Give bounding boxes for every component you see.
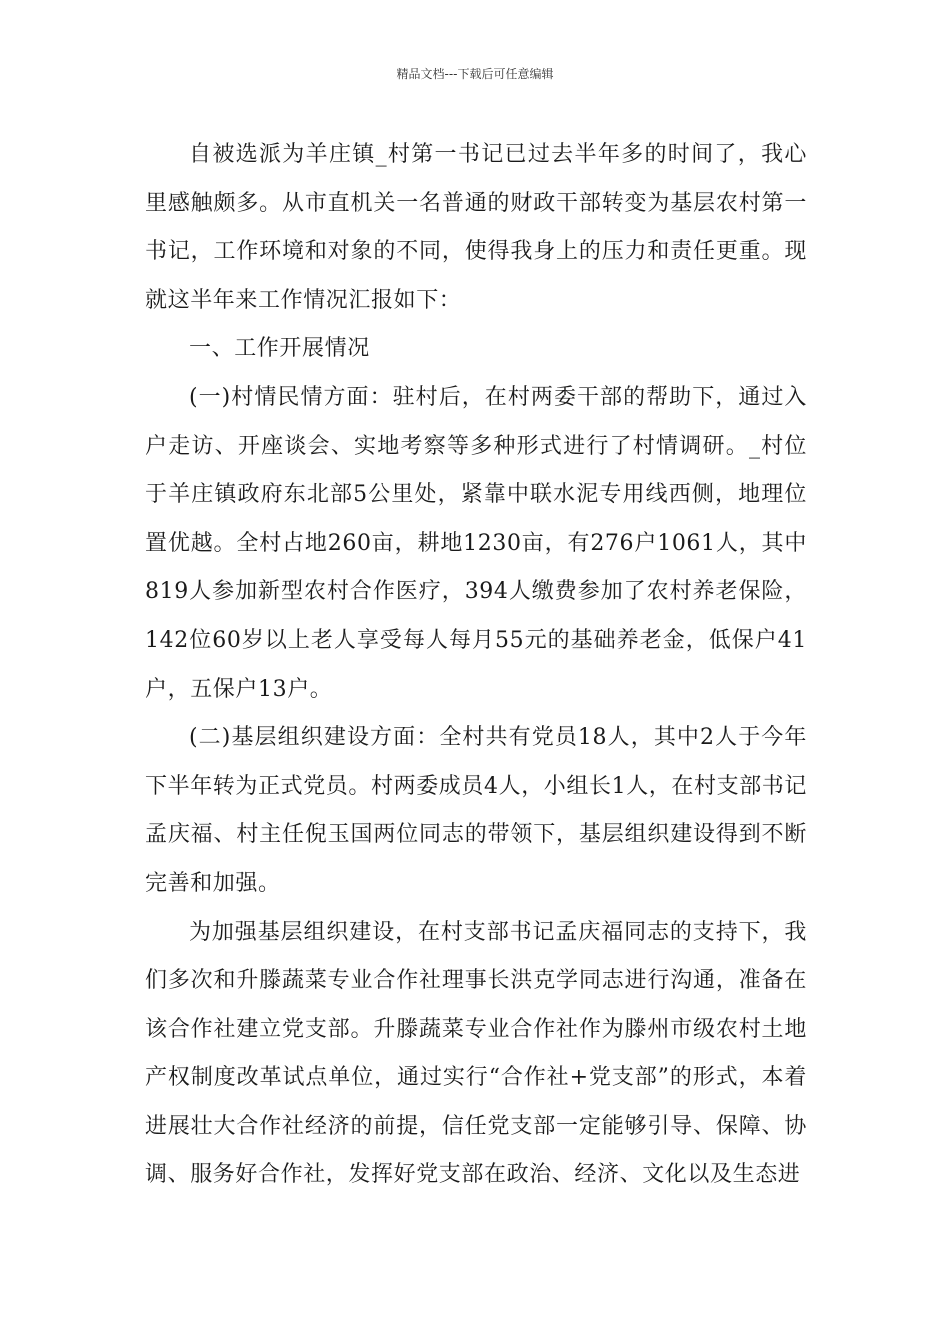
paragraph-intro: 自被选派为羊庄镇_村第一书记已过去半年多的时间了，我心里感触颇多。从市直机关一名普通的财政干部转变为基层农村第一书记，工作环境和对象的不同，使得我身上的压力和责任更重。现就这半年来工作情况汇报如下：: [145, 142, 807, 313]
paragraph-organization: (二)基层组织建设方面：全村共有党员18人，其中2人于今年下半年转为正式党员。村两委成员4人，小组长1人，在村支部书记孟庆福、村主任倪玉国两位同志的带领下，基层组织建设得到不断完善和加强。: [145, 725, 807, 896]
paragraph-cooperative: 为加强基层组织建设，在村支部书记孟庆福同志的支持下，我们多次和升滕蔬菜专业合作社理事长洪克学同志进行沟通，准备在该合作社建立党支部。升滕蔬菜专业合作社作为滕州市级农村土地产权制度改革试点单位，通过实行“合作社+党支部”的形式，本着进展壮大合作社经济的前提，信任党支部一定能够引导、保障、协调、服务好合作社，发挥好党支部在政治、经济、文化以及生态进: [145, 919, 807, 1188]
page-header: 精品文档---下载后可任意编辑: [396, 67, 554, 81]
paragraph-village-situation: (一)村情民情方面：驻村后，在村两委干部的帮助下，通过入户走访、开座谈会、实地考察等多种形式进行了村情调研。_村位于羊庄镇政府东北部5公里处，紧靠中联水泥专用线西侧，地理位置优越。全村占地260亩，耕地1230亩，有276户1061人，其中819人参加新型农村合作医疗，394人缴费参加了农村养老保险，142位60岁以上老人享受每人每月55元的基础养老金，低保户41户，五保户13户。: [145, 384, 807, 702]
section-heading: 一、工作开展情况: [189, 336, 370, 362]
document-body: [145, 131, 807, 1200]
